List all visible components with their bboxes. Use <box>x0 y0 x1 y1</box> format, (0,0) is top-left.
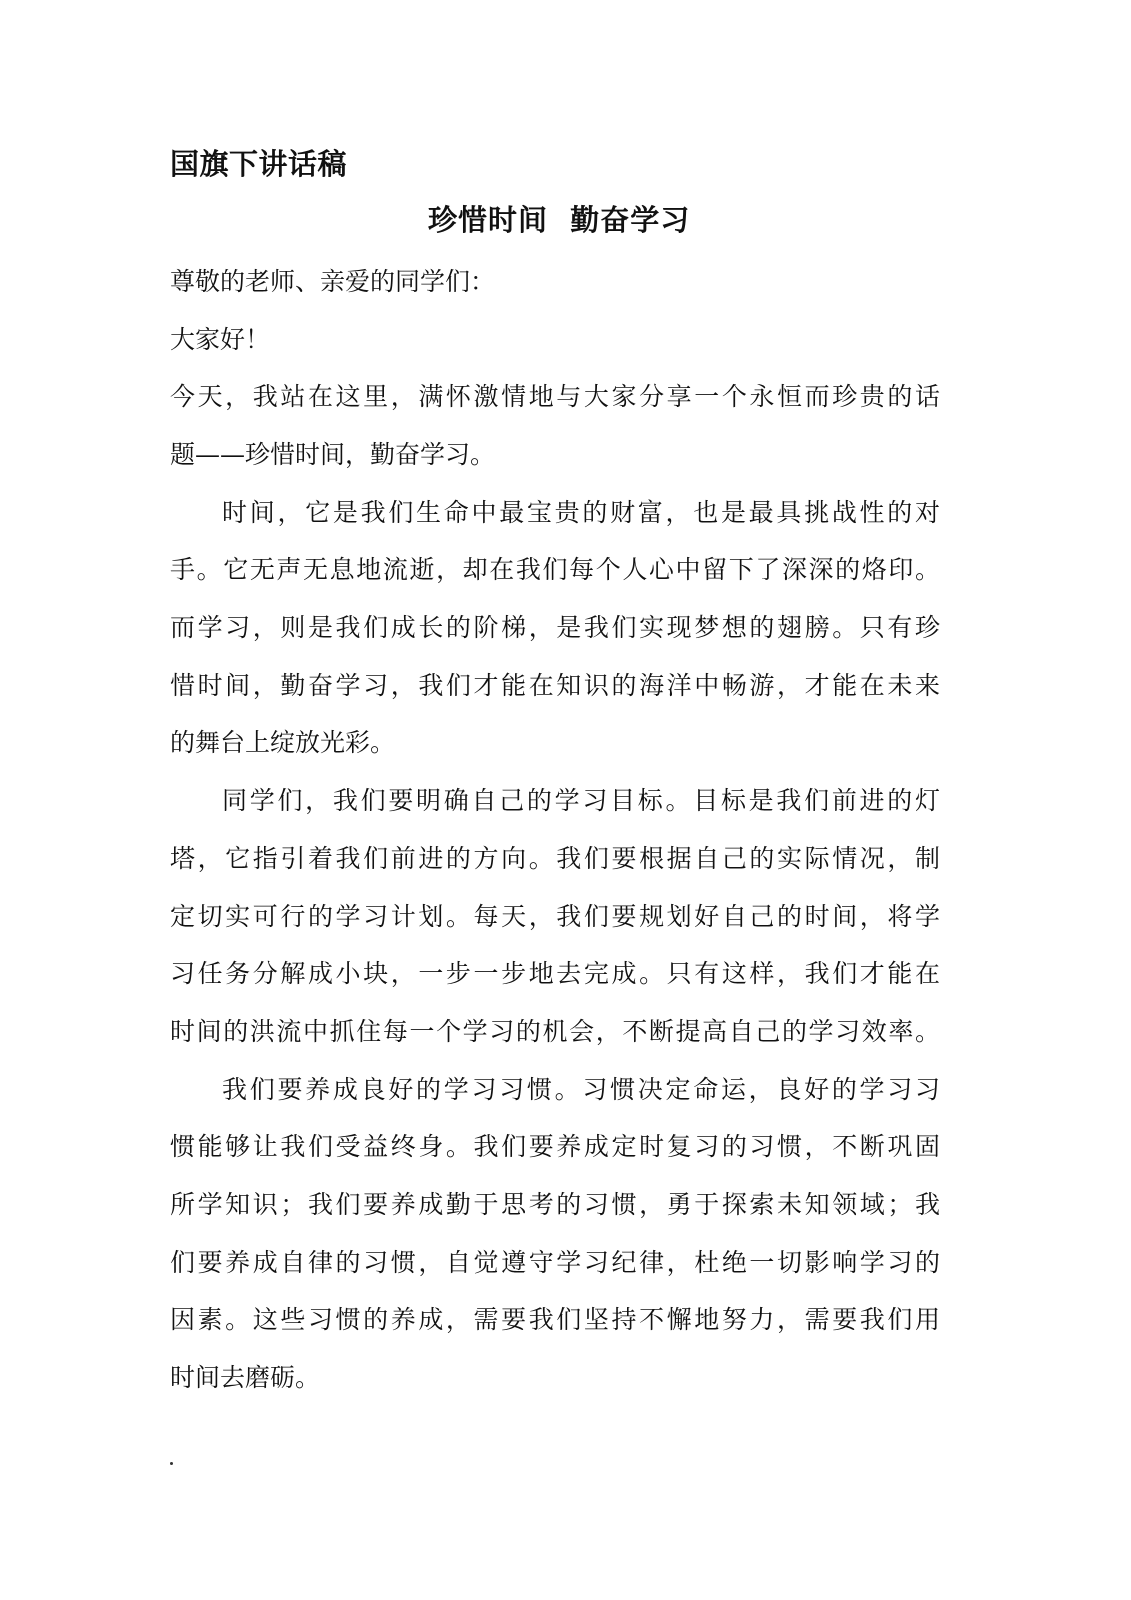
paragraph-line: 手。它无声无息地流逝，却在我们每个人心中留下了深深的烙印。 <box>170 555 940 584</box>
paragraph-line: 时间的洪流中抓住每一个学习的机会，不断提高自己的学习效率。 <box>170 1017 940 1046</box>
paragraph-line: 们要养成自律的习惯，自觉遵守学习纪律，杜绝一切影响学习的 <box>170 1248 940 1277</box>
paragraph-line: 题——珍惜时间，勤奋学习。 <box>170 440 496 469</box>
paragraph-line: 塔，它指引着我们前进的方向。我们要根据自己的实际情况，制 <box>170 844 940 873</box>
paragraph-line: 的舞台上绽放光彩。 <box>170 728 396 757</box>
paragraph-line: 我们要养成良好的学习习惯。习惯决定命运，良好的学习习 <box>222 1075 940 1104</box>
greeting-line: 大家好！ <box>170 325 271 354</box>
document-heading: 国旗下讲话稿 <box>170 147 348 181</box>
paragraph-line: 时间去磨砺。 <box>170 1363 321 1392</box>
paragraph-line: 因素。这些习惯的养成，需要我们坚持不懈地努力，需要我们用 <box>170 1305 940 1334</box>
paragraph-line: 习任务分解成小块，一步一步地去完成。只有这样，我们才能在 <box>170 959 940 988</box>
speech-title: 珍惜时间 勤奋学习 <box>428 203 691 237</box>
paragraph-line: 今天，我站在这里，满怀激情地与大家分享一个永恒而珍贵的话 <box>170 382 940 411</box>
paragraph-line: 同学们，我们要明确自己的学习目标。目标是我们前进的灯 <box>222 786 940 815</box>
paragraph-line: 而学习，则是我们成长的阶梯，是我们实现梦想的翅膀。只有珍 <box>170 613 940 642</box>
paragraph-line: 惜时间，勤奋学习，我们才能在知识的海洋中畅游，才能在未来 <box>170 671 940 700</box>
salutation-line: 尊敬的老师、亲爱的同学们： <box>170 267 496 296</box>
paragraph-line: 惯能够让我们受益终身。我们要养成定时复习的习惯，不断巩固 <box>170 1132 940 1161</box>
paragraph-line: 时间，它是我们生命中最宝贵的财富，也是最具挑战性的对 <box>222 498 940 527</box>
paragraph-line: 所学知识；我们要养成勤于思考的习惯，勇于探索未知领域；我 <box>170 1190 940 1219</box>
paragraph-line: 定切实可行的学习计划。每天，我们要规划好自己的时间，将学 <box>170 902 940 931</box>
footer-dot <box>170 1462 173 1465</box>
